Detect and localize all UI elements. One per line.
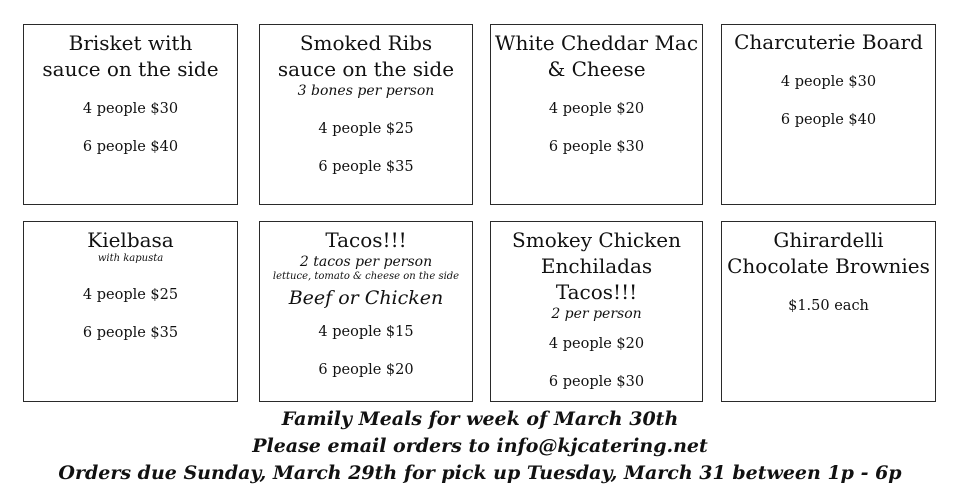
price-6-people: 6 people $30 [548,139,645,155]
item-title-line2: Chocolate Brownies [727,254,930,278]
price-6-people: 6 people $35 [82,325,179,341]
item-note: 2 per person [551,306,642,322]
price-4-people: 4 people $20 [548,101,645,117]
item-title-line3: Tacos!!! [555,280,638,304]
footer-week-line: Family Meals for week of March 30th [281,408,679,430]
menu-card-brisket [23,24,238,205]
price-4-people: 4 people $30 [780,74,877,90]
item-title: Charcuterie Board [734,30,923,54]
price-6-people: 6 people $35 [318,159,414,175]
footer-orders-due-line: Orders due Sunday, March 29th for pick up Tuesday, March 31 between 1p - 6p [58,462,902,484]
price-each: $1.50 each [788,298,869,314]
item-title: Kielbasa [87,228,174,252]
item-title-line2: sauce on the side [42,57,219,81]
price-6-people: 6 people $40 [780,112,877,128]
menu-card-tacos [259,221,473,402]
item-title: Ghirardelli [773,228,884,252]
menu-card-mac-cheese [490,24,703,205]
price-6-people: 6 people $30 [548,374,645,390]
item-choice: Beef or Chicken [288,287,444,309]
menu-card-charcuterie [721,24,936,205]
item-title: Tacos!!! [325,228,407,252]
price-4-people: 4 people $15 [318,324,414,340]
item-note: 2 tacos per person [299,254,433,270]
item-title-line2: Enchiladas [540,254,653,278]
item-title-line2: & Cheese [547,57,646,81]
menu-card-enchiladas [490,221,703,402]
price-6-people: 6 people $20 [318,362,414,378]
item-note-toppings: lettuce, tomato & cheese on the side [272,271,460,282]
item-title: Smoked Ribs [299,31,433,55]
price-4-people: 4 people $20 [548,336,645,352]
item-title: Brisket with [68,31,193,55]
price-6-people: 6 people $40 [82,139,179,155]
menu-card-brownies [721,221,936,402]
menu-card-kielbasa [23,221,238,402]
item-title-line2: sauce on the side [277,57,455,81]
item-note: 3 bones per person [297,83,435,99]
menu-card-smoked-ribs [259,24,473,205]
price-4-people: 4 people $25 [82,287,179,303]
price-4-people: 4 people $25 [318,121,414,137]
footer-email-line: Please email orders to info@kjcatering.net [252,435,708,457]
item-title: Smokey Chicken [512,228,681,252]
item-note: with kapusta [97,253,164,264]
price-4-people: 4 people $30 [82,101,179,117]
item-title: White Cheddar Mac [494,31,699,55]
